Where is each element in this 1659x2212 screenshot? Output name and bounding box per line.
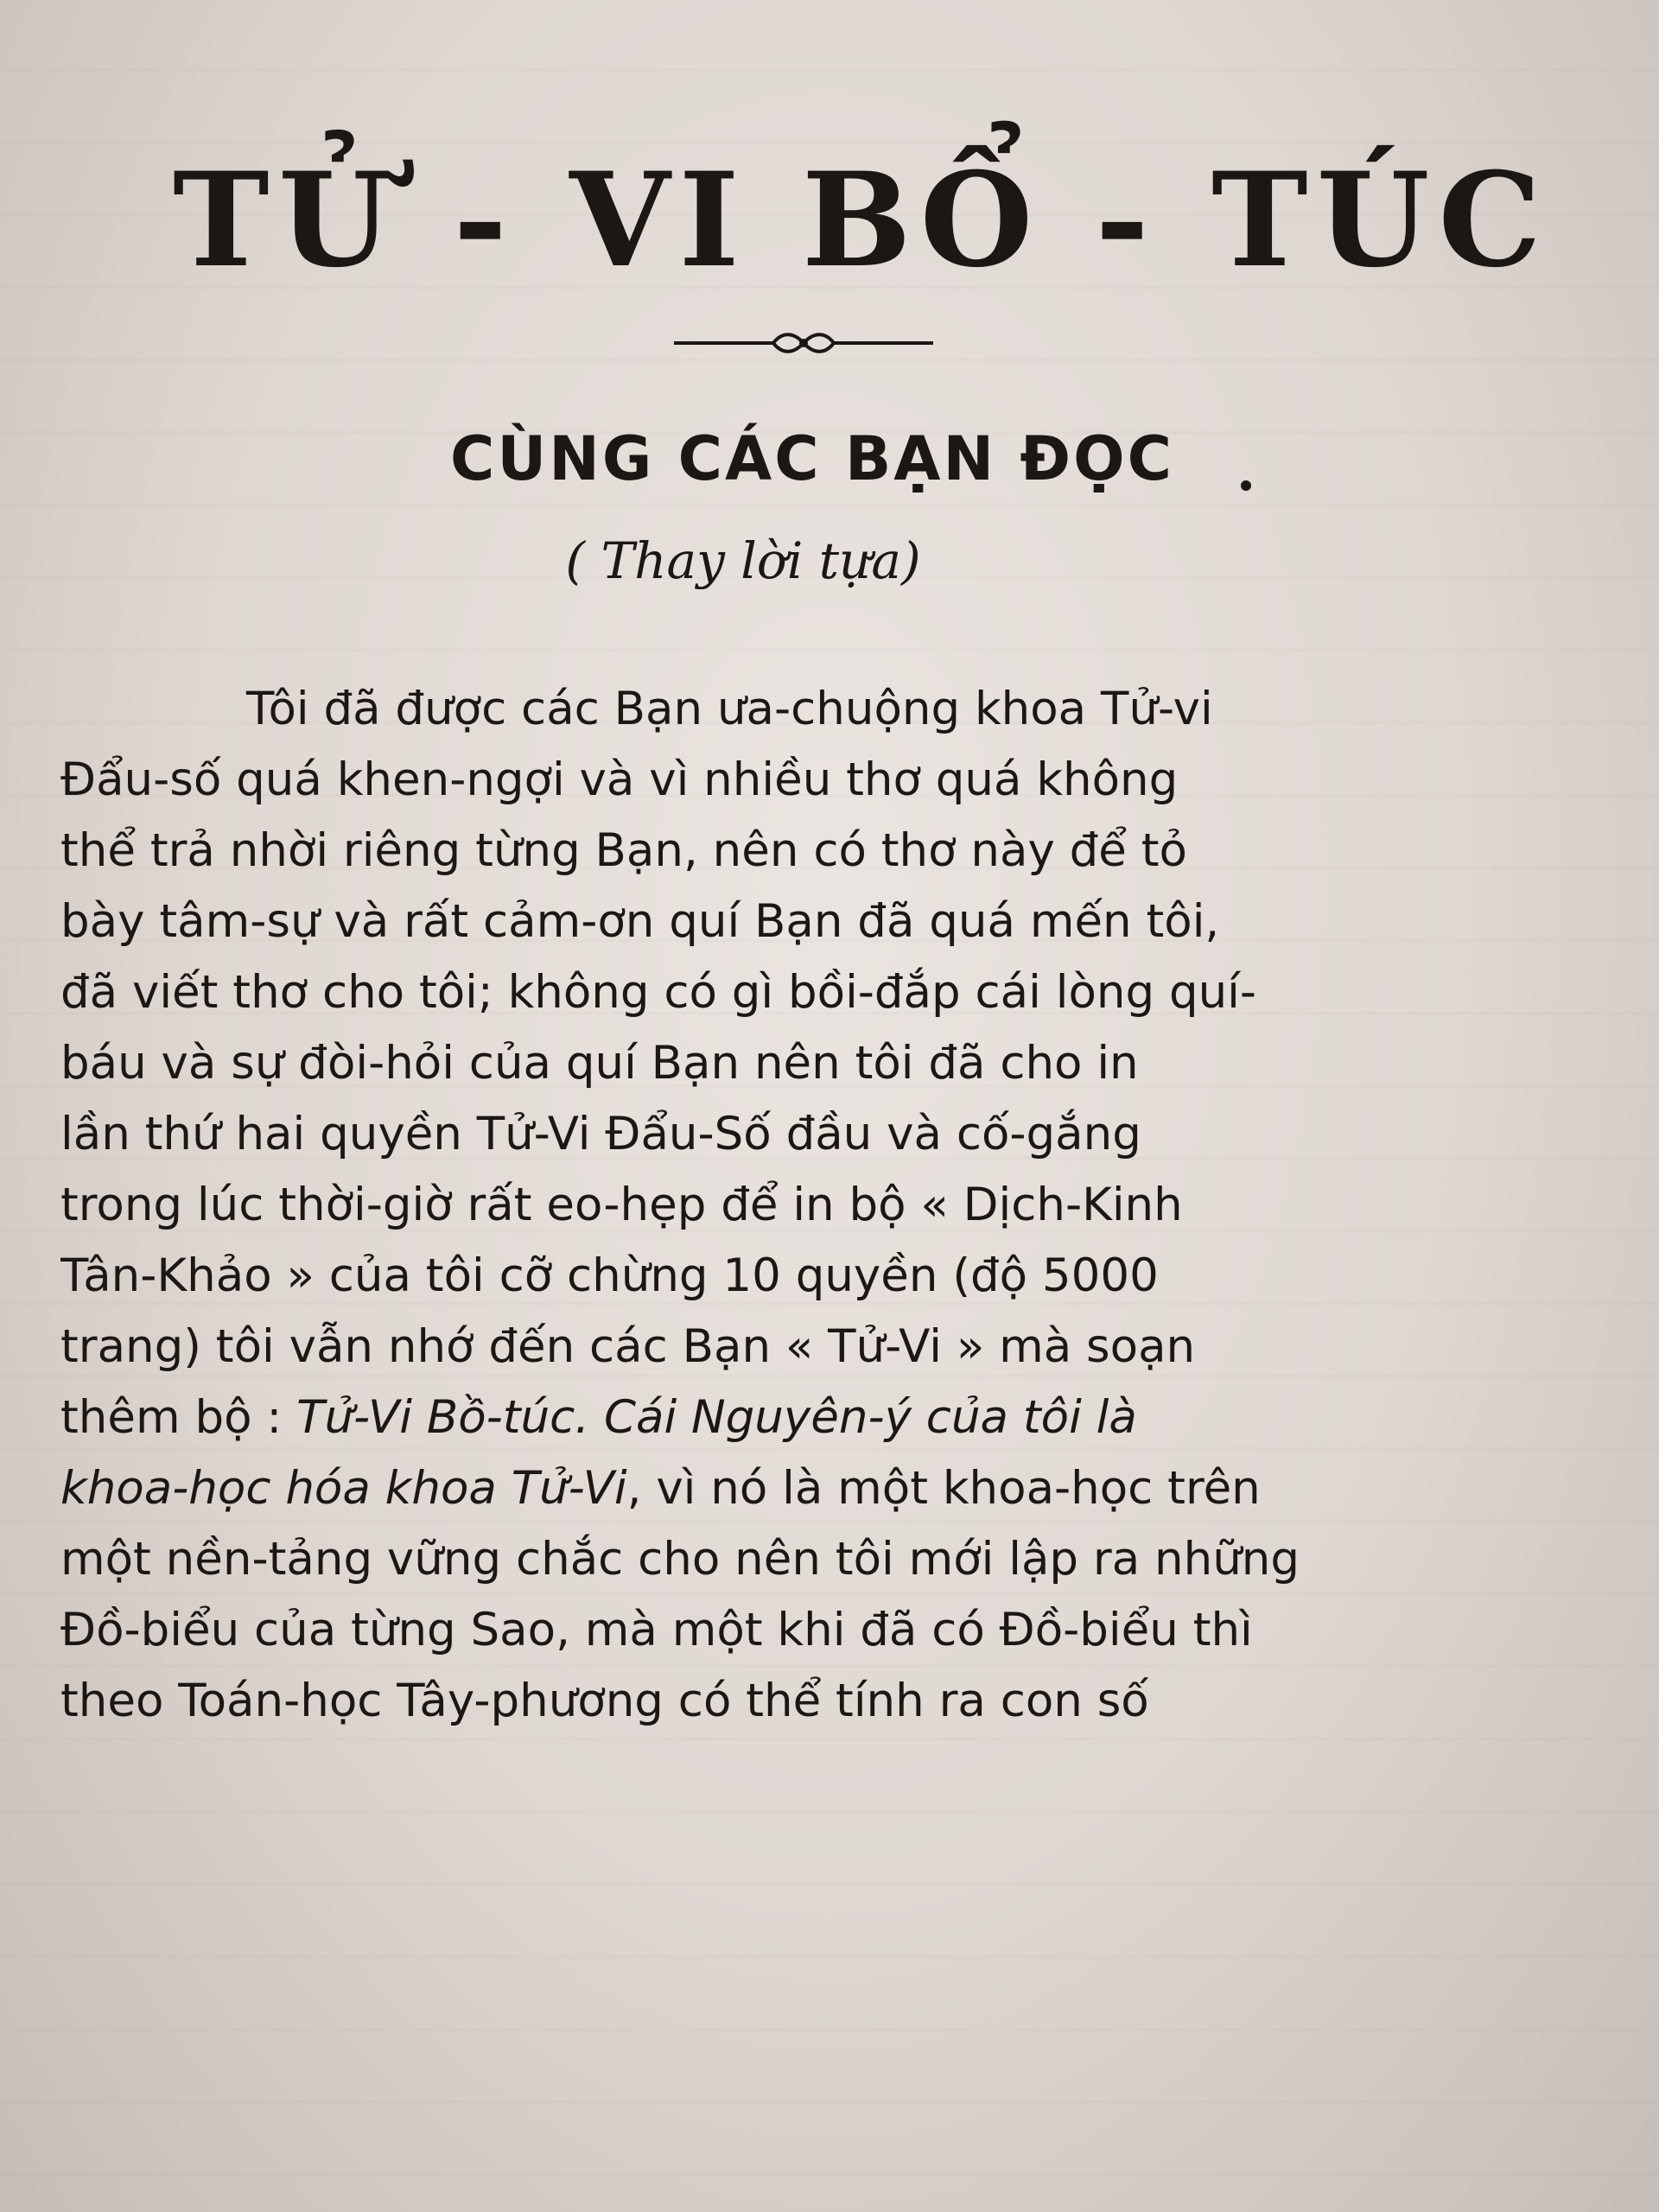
text-line: lần thứ hai quyền Tử-Vi Đẩu-Số đầu và cố-gắng xyxy=(60,1108,1141,1160)
text-line: Tân-Khảo » của tôi cỡ chừng 10 quyền (độ 5000 xyxy=(60,1249,1159,1302)
heading-dot xyxy=(1241,480,1251,491)
text-line: trong lúc thời-giờ rất eo-hẹp để in bộ « Dịch-Kinh xyxy=(60,1179,1183,1231)
text-line: Tôi đã được các Bạn ưa-chuộng khoa Tử-vi xyxy=(246,683,1213,735)
section-heading: CÙNG CÁC BẠN ĐỌC xyxy=(450,423,1174,494)
text-line: Đồ-biểu của từng Sao, mà một khi đã có Đồ-biểu thì xyxy=(60,1604,1253,1656)
text-line: thể trả nhời riêng từng Bạn, nên có thơ này để tỏ xyxy=(60,824,1187,877)
text-line: trang) tôi vẫn nhớ đến các Bạn « Tử-Vi » mà soạn xyxy=(60,1320,1196,1373)
title-ornament xyxy=(674,328,933,358)
text-line: bày tâm-sự và rất cảm-ơn quí Bạn đã quá mến tôi, xyxy=(60,895,1220,948)
text-line: theo Toán-học Tây-phương có thể tính ra con số xyxy=(60,1675,1149,1727)
text-segment: thêm bộ : xyxy=(60,1391,297,1444)
text-line: báu và sự đòi-hỏi của quí Bạn nên tôi đã cho in xyxy=(60,1037,1139,1090)
italic-segment: Tử-Vi Bồ-túc. Cái Nguyên-ý của tôi là xyxy=(296,1391,1137,1444)
preface-note: ( Thay lời tựa) xyxy=(565,531,921,590)
text-line: Đẩu-số quá khen-ngợi và vì nhiều thơ quá không xyxy=(60,753,1179,806)
text-line: một nền-tảng vững chắc cho nên tôi mới lập ra những xyxy=(60,1533,1300,1586)
body-paragraph xyxy=(60,674,1529,1737)
text-line xyxy=(60,1382,1529,1453)
italic-segment: khoa-học hóa khoa Tử-Vi xyxy=(60,1462,627,1515)
text-line: đã viết thơ cho tôi; không có gì bồi-đắp cái lòng quí- xyxy=(60,966,1257,1019)
text-line xyxy=(60,1453,1529,1524)
page-title: TỬ - VI BỔ - TÚC xyxy=(173,144,1550,296)
text-segment: , vì nó là một khoa-học trên xyxy=(626,1462,1261,1515)
